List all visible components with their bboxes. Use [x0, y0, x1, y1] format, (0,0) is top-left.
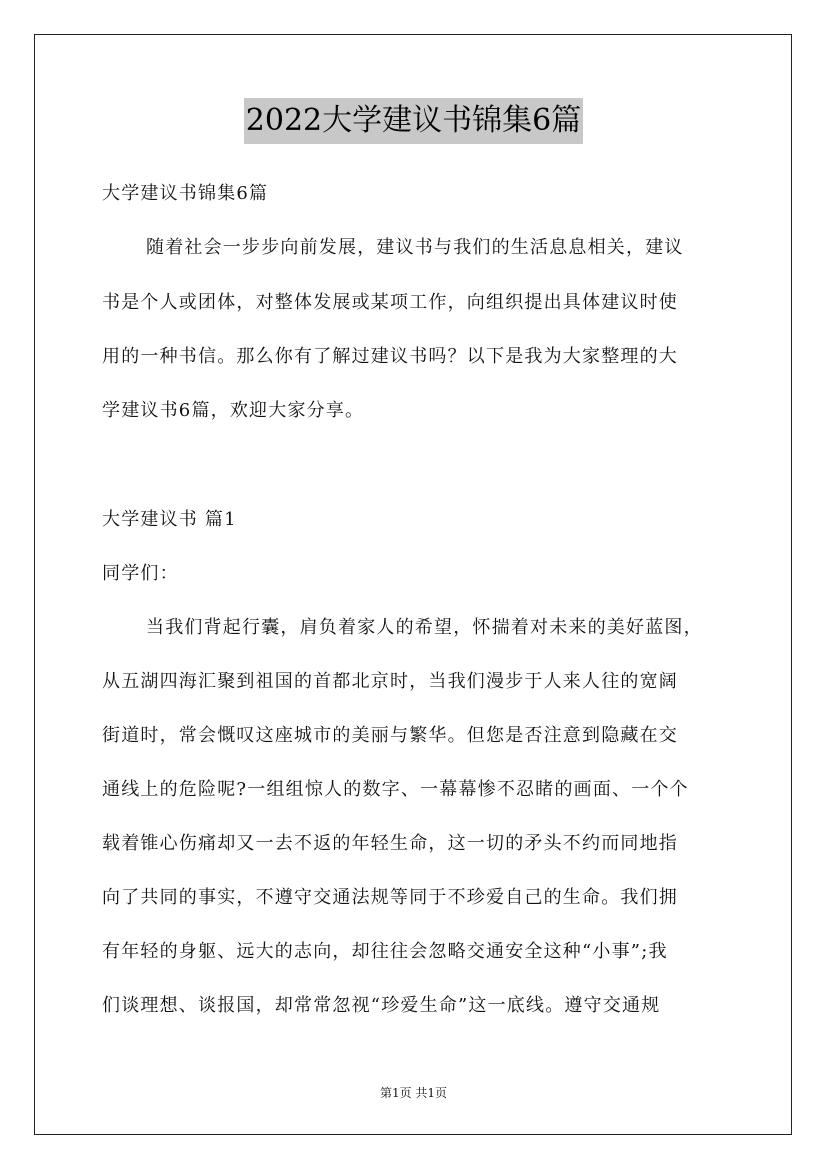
body-line: 街道时，常会慨叹这座城市的美丽与繁华。但您是否注意到隐藏在交 [102, 725, 678, 746]
body-line: 从五湖四海汇聚到祖国的首都北京时，当我们漫步于人来人往的宽阔 [102, 671, 678, 692]
body-line: 当我们背起行囊，肩负着家人的希望，怀揣着对未来的美好蓝图， [146, 617, 703, 638]
intro-line: 书是个人或团体，对整体发展或某项工作，向组织提出具体建议时使 [102, 292, 678, 313]
page-footer: 第1页 共1页 [379, 1086, 448, 1100]
document-subtitle: 大学建议书锦集6篇 [102, 183, 269, 204]
intro-line: 随着社会一步步向前发展，建议书与我们的生活息息相关，建议 [146, 237, 684, 258]
body-line: 通线上的危险呢?一组组惊人的数字、一幕幕惨不忍睹的画面、一个个 [102, 779, 689, 800]
salutation: 同学们： [102, 563, 179, 584]
body-line: 们谈理想、谈报国，却常常忽视“珍爱生命”这一底线。遵守交通规 [102, 995, 661, 1016]
section-heading: 大学建议书 篇1 [102, 509, 237, 530]
document-title: 2022大学建议书锦集6篇 [244, 98, 583, 144]
body-line: 有年轻的身躯、远大的志向，却往往会忽略交通安全这种“小事”;我 [102, 941, 668, 962]
body-line: 载着锥心伤痛却又一去不返的年轻生命，这一切的矛头不约而同地指 [102, 833, 678, 854]
body-line: 向了共同的事实，不遵守交通法规等同于不珍爱自己的生命。我们拥 [102, 887, 678, 908]
intro-line: 学建议书6篇，欢迎大家分享。 [102, 400, 365, 421]
title-container [0, 98, 827, 144]
intro-line: 用的一种书信。那么你有了解过建议书吗？以下是我为大家整理的大 [102, 346, 678, 367]
